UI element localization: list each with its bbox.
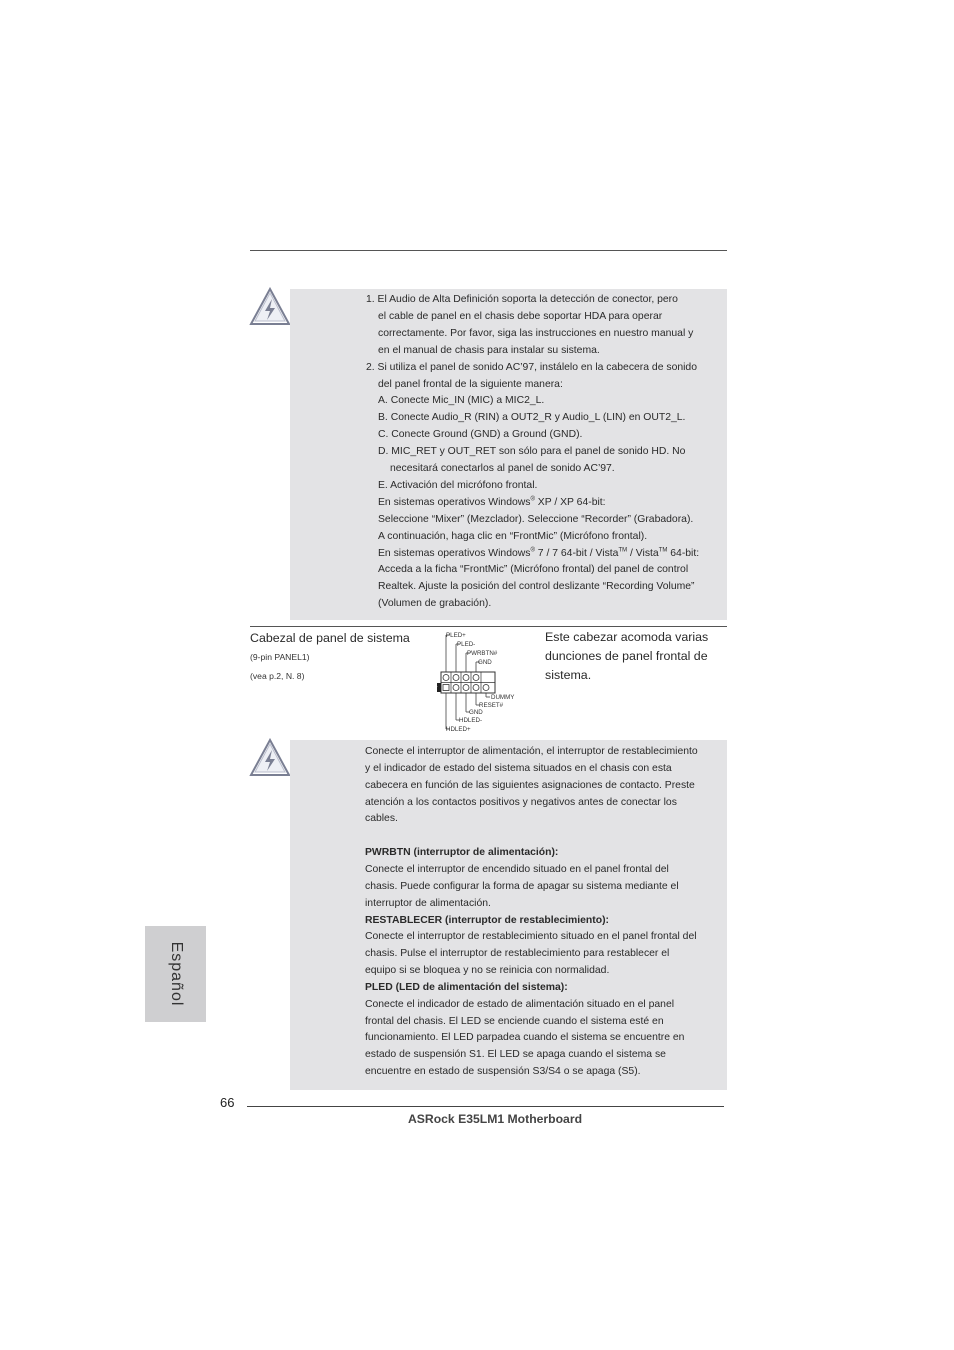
footer-rule	[247, 1106, 724, 1107]
pin-label-gnd-top: GND	[478, 659, 492, 666]
pin-one-marker: 1	[435, 683, 438, 689]
note-panel-heading: RESTABLECER (interruptor de restablecimiento):	[365, 914, 610, 926]
note-audio-line: 1. El Audio de Alta Definición soporta la detección de conector, pero	[366, 294, 678, 305]
page-number: 66	[220, 1095, 235, 1110]
note-audio-line: 2. Si utiliza el panel de sonido AC’97, instálelo en la cabecera de sonido	[366, 361, 697, 373]
pin-label-reset: RESET#	[479, 702, 504, 709]
note-panel-heading: PWRBTN (interruptor de alimentación):	[365, 847, 559, 859]
note-audio-line: correctamente. Por favor, siga las instrucciones en nuestro manual y	[378, 327, 694, 339]
pin-label-hdled-plus: HDLED+	[446, 726, 471, 733]
note-panel-line: Conecte el indicador de estado de alimentación situado en el panel	[365, 998, 675, 1010]
note-panel-heading: PLED (LED de alimentación del sistema):	[365, 981, 568, 993]
note-panel-line: equipo si se bloquea y no se reinicia con normalidad.	[365, 965, 610, 977]
note-audio-line: D. MIC_RET y OUT_RET son sólo para el panel de sonido HD. No	[378, 446, 686, 458]
warning-icon	[249, 738, 291, 778]
note-panel-line: atención a los contactos positivos y negativos antes de conectar los	[365, 796, 677, 808]
note-panel-line: estado de suspensión S1. El LED se apaga cuando el sistema se	[365, 1049, 666, 1061]
footer-title: ASRock E35LM1 Motherboard	[407, 1112, 583, 1126]
section-rule	[250, 626, 727, 627]
top-rule	[250, 250, 727, 251]
language-tab	[145, 926, 206, 1022]
note-audio-line: En sistemas operativos Windows® 7 / 7 64-bit / Vista™ / Vista™ 64-bit:	[378, 547, 700, 559]
pin-label-hdled-minus: HDLED-	[459, 717, 483, 724]
note-audio-line: (Volumen de grabación).	[378, 598, 492, 610]
note-audio-line: B. Conecte Audio_R (RIN) a OUT2_R y Audio_L (LIN) en OUT2_L.	[378, 412, 686, 424]
note-panel-line: y el indicador de estado del sistema situados en el chasis con esta	[365, 762, 672, 774]
panel-header-pin-count: (9-pin PANEL1)	[250, 652, 310, 662]
note-panel-line: Conecte el interruptor de encendido situado en el panel frontal del	[365, 863, 669, 875]
note-panel-line: chasis. Puede configurar la forma de apagar su sistema mediante el	[365, 880, 679, 892]
note-panel-line: Conecte el interruptor de alimentación, el interruptor de restablecimiento	[365, 746, 698, 757]
note-audio-line: Acceda a la ficha “FrontMic” (Micrófono frontal) del panel de control	[378, 564, 689, 576]
note-audio-line: del panel frontal de la siguiente manera:	[378, 378, 563, 390]
pin-label-pled-plus: PLED+	[446, 632, 466, 639]
panel-pin-diagram	[430, 630, 530, 736]
note-audio-line: C. Conecte Ground (GND) a Ground (GND).	[378, 429, 583, 441]
note-panel-line: funcionamiento. El LED parpadea cuando el sistema se encuentre en	[365, 1032, 685, 1044]
panel-header-title: Cabezal de panel de sistema	[250, 631, 410, 645]
note-panel-line: Conecte el interruptor de restablecimiento situado en el panel frontal del	[365, 931, 697, 943]
warning-icon	[249, 287, 291, 327]
note-audio-line: Seleccione “Mixer” (Mezclador). Seleccione “Recorder” (Grabadora).	[378, 513, 694, 525]
pin-label-pled-minus: PLED-	[457, 641, 476, 648]
note-panel-line: chasis. Pulse el interruptor de restablecimiento para restablecer el	[365, 948, 670, 960]
pin-label-dummy: DUMMY	[491, 694, 515, 701]
description-line: sistema.	[545, 668, 592, 682]
panel-header-description	[545, 628, 708, 685]
note-audio-line: Realtek. Ajuste la posición del control deslizante “Recording Volume”	[378, 581, 695, 593]
pin-label-gnd-bottom: GND	[469, 709, 483, 716]
note-panel-line: cabecera en función de las siguientes asignaciones de contacto. Preste	[365, 779, 695, 791]
note-panel-line: frontal del chasis. El LED se enciende cuando el sistema esté en	[365, 1015, 664, 1027]
note-audio-line: en el manual de chasis para instalar su sistema.	[378, 344, 600, 356]
note-audio-line: el cable de panel en el chasis debe soportar HDA para operar	[378, 310, 663, 322]
note-panel-line: encuentre en estado de suspensión S3/S4 o se apaga (S5).	[365, 1066, 641, 1078]
note-audio-line: A. Conecte Mic_IN (MIC) a MIC2_L.	[378, 395, 545, 407]
note-audio-line: necesitará conectarlos al panel de sonido AC’97.	[390, 463, 615, 474]
note-audio-line: E. Activación del micrófono frontal.	[378, 479, 538, 491]
pin-label-pwrbtn: PWRBTN#	[467, 650, 498, 657]
note-panel-line: interruptor de alimentación.	[365, 897, 491, 909]
description-line: Este cabezar acomoda varias	[545, 630, 709, 644]
note-audio-line: A continuación, haga clic en “FrontMic” (Micrófono frontal).	[378, 530, 648, 542]
note-audio-line: En sistemas operativos Windows® XP / XP 64-bit:	[378, 496, 606, 508]
description-line: dunciones de panel frontal de	[545, 649, 708, 663]
panel-header-reference: (vea p.2, N. 8)	[250, 671, 305, 681]
note-panel-line: cables.	[365, 813, 398, 825]
language-tab-label: Español	[167, 941, 185, 1007]
